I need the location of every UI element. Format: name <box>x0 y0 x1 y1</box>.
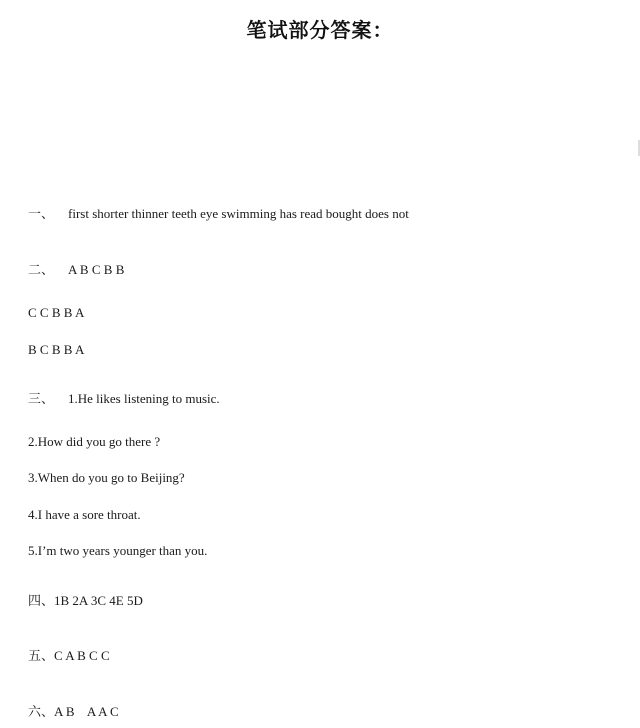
section-number: 三、 <box>28 392 55 407</box>
answer-line <box>28 305 84 321</box>
page-title: 笔试部分答案： <box>246 18 394 42</box>
answer-section-6 <box>28 701 119 720</box>
answer-text: B C B B A <box>28 342 85 357</box>
answer-text: first shorter thinner teeth eye swimming has read bought does not <box>68 206 409 221</box>
section-number: 一、 <box>28 207 55 222</box>
answer-line <box>28 342 84 358</box>
section-number: 四、 <box>28 594 55 609</box>
answer-text: C C B B A <box>28 305 85 320</box>
answer-text: 1.He likes listening to music. <box>68 391 220 406</box>
answer-line <box>28 543 207 559</box>
answer-text: A B C B B <box>68 262 125 277</box>
answer-section-1 <box>28 203 409 222</box>
answer-text: 5.I’m two years younger than you. <box>28 543 208 558</box>
answer-line <box>28 507 141 523</box>
answer-text: C A B C C <box>54 648 110 663</box>
answer-section-3 <box>28 388 220 407</box>
answer-text: 3.When do you go to Beijing? <box>28 470 185 485</box>
answer-section-5 <box>28 645 110 664</box>
answer-line <box>28 434 160 450</box>
answer-section-4 <box>28 590 143 609</box>
answer-line <box>28 470 185 486</box>
section-number: 二、 <box>28 263 55 278</box>
section-number: 六、 <box>28 705 55 720</box>
answer-text: 2.How did you go there ? <box>28 434 161 449</box>
answer-text: 4.I have a sore throat. <box>28 507 141 522</box>
answer-section-2 <box>28 259 124 278</box>
answer-text: A B A A C <box>54 704 119 719</box>
section-number: 五、 <box>28 649 55 664</box>
answer-text: 1B 2A 3C 4E 5D <box>54 593 143 608</box>
